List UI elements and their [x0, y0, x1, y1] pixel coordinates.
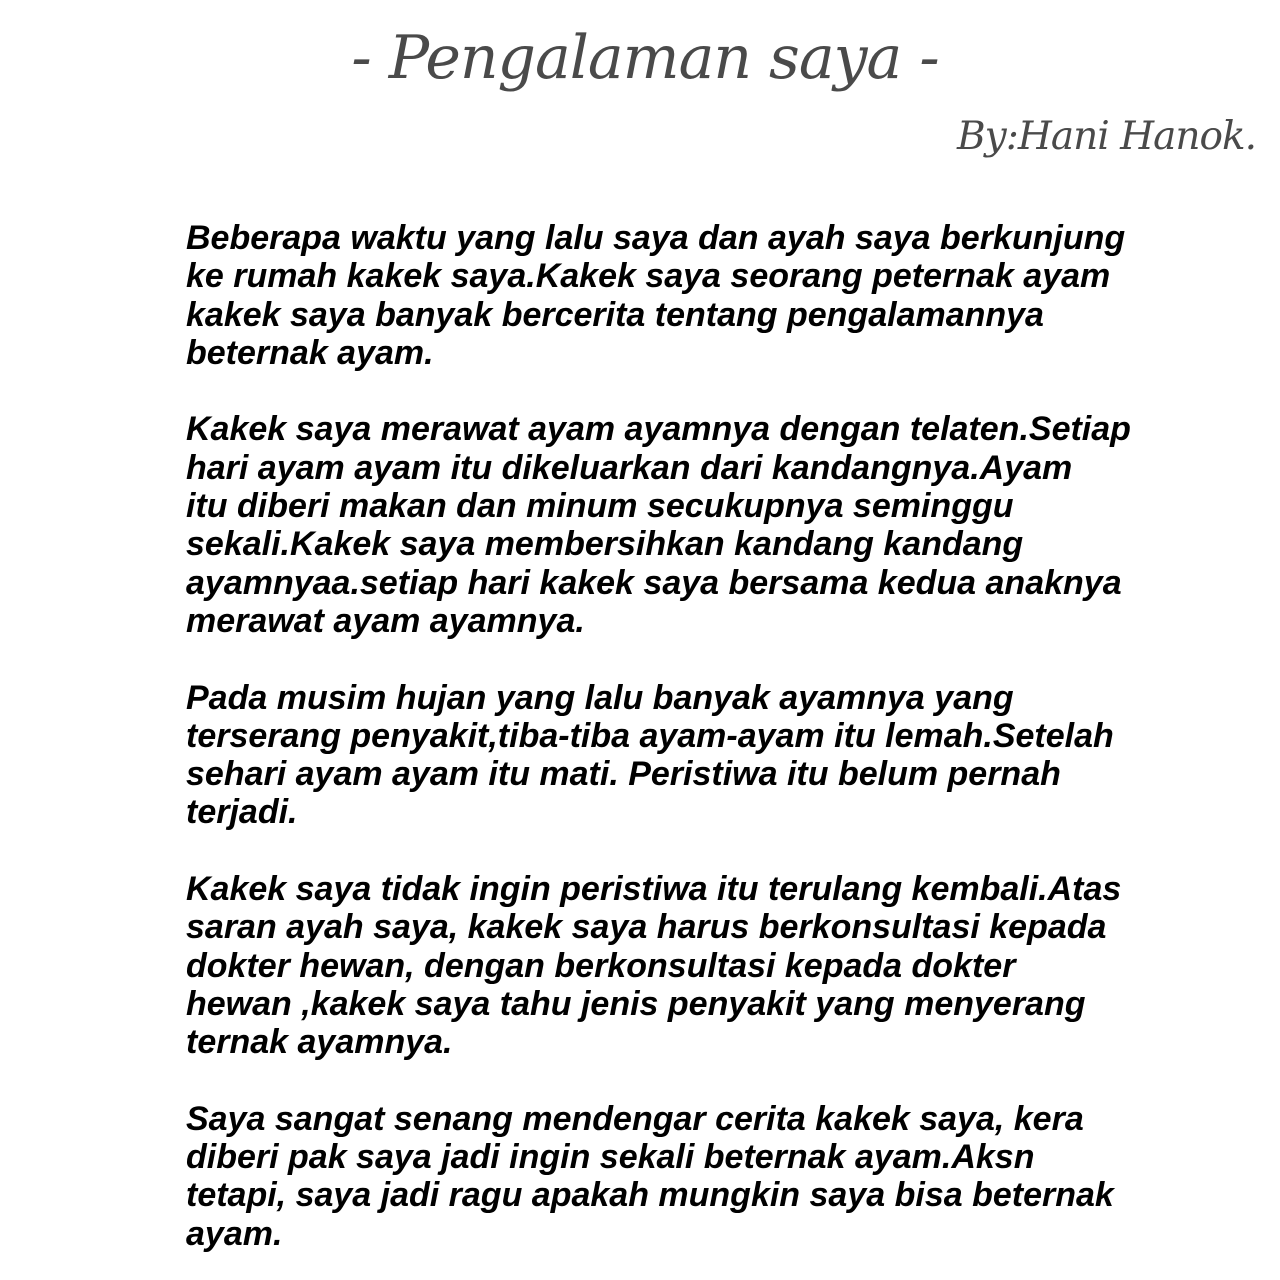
text-line: ayam.	[186, 1214, 283, 1253]
text-line: terserang penyakit,tiba-tiba ayam-ayam itu lemah.Setelah	[186, 716, 1114, 755]
paragraph-3	[186, 679, 1186, 832]
text-line: hari ayam ayam itu dikeluarkan dari kandangnya.Ayam	[186, 448, 1073, 487]
text-line: ayamnyaa.setiap hari kakek saya bersama kedua anaknya	[186, 563, 1122, 602]
text-line: kakek saya banyak bercerita tentang pengalamannya	[186, 295, 1044, 334]
text-line: diberi pak saya jadi ingin sekali beternak ayam.Aksn	[186, 1138, 1035, 1177]
text-line: Pada musim hujan yang lalu banyak ayamnya yang	[186, 678, 1014, 717]
document-body	[186, 219, 1186, 1253]
text-line: tetapi, saya jadi ragu apakah mungkin saya bisa beternak	[186, 1176, 1114, 1215]
paragraph-2	[186, 410, 1186, 640]
text-line: beternak ayam.	[186, 333, 434, 372]
text-line: Saya sangat senang mendengar cerita kakek saya, kera	[186, 1099, 1084, 1138]
text-line: Kakek saya merawat ayam ayamnya dengan telaten.Setiap	[186, 410, 1131, 449]
text-line: hewan ,kakek saya tahu jenis penyakit yang menyerang	[186, 984, 1086, 1023]
author-byline: By:Hani Hanok.	[957, 114, 1256, 159]
text-line: sekali.Kakek saya membersihkan kandang kandang	[186, 525, 1024, 564]
paragraph-5	[186, 1100, 1186, 1253]
text-line: terjadi.	[186, 793, 298, 832]
text-line: Kakek saya tidak ingin peristiwa itu terulang kembali.Atas	[186, 870, 1122, 909]
document-title: - Pengalaman saya -	[351, 23, 939, 93]
text-line: saran ayah saya, kakek saya harus berkonsultasi kepada	[186, 908, 1107, 947]
paragraph-1	[186, 219, 1186, 372]
paragraph-4	[186, 870, 1186, 1061]
text-line: sehari ayam ayam itu mati. Peristiwa itu belum pernah	[186, 755, 1061, 794]
text-line: merawat ayam ayamnya.	[186, 601, 585, 640]
text-line: ke rumah kakek saya.Kakek saya seorang peternak ayam	[186, 257, 1111, 296]
text-line: itu diberi makan dan minum secukupnya seminggu	[186, 487, 1014, 526]
text-line: dokter hewan, dengan berkonsultasi kepada dokter	[186, 946, 1016, 985]
text-line: ternak ayamnya.	[186, 1023, 453, 1062]
text-line: Beberapa waktu yang lalu saya dan ayah saya berkunjung	[186, 219, 1126, 257]
